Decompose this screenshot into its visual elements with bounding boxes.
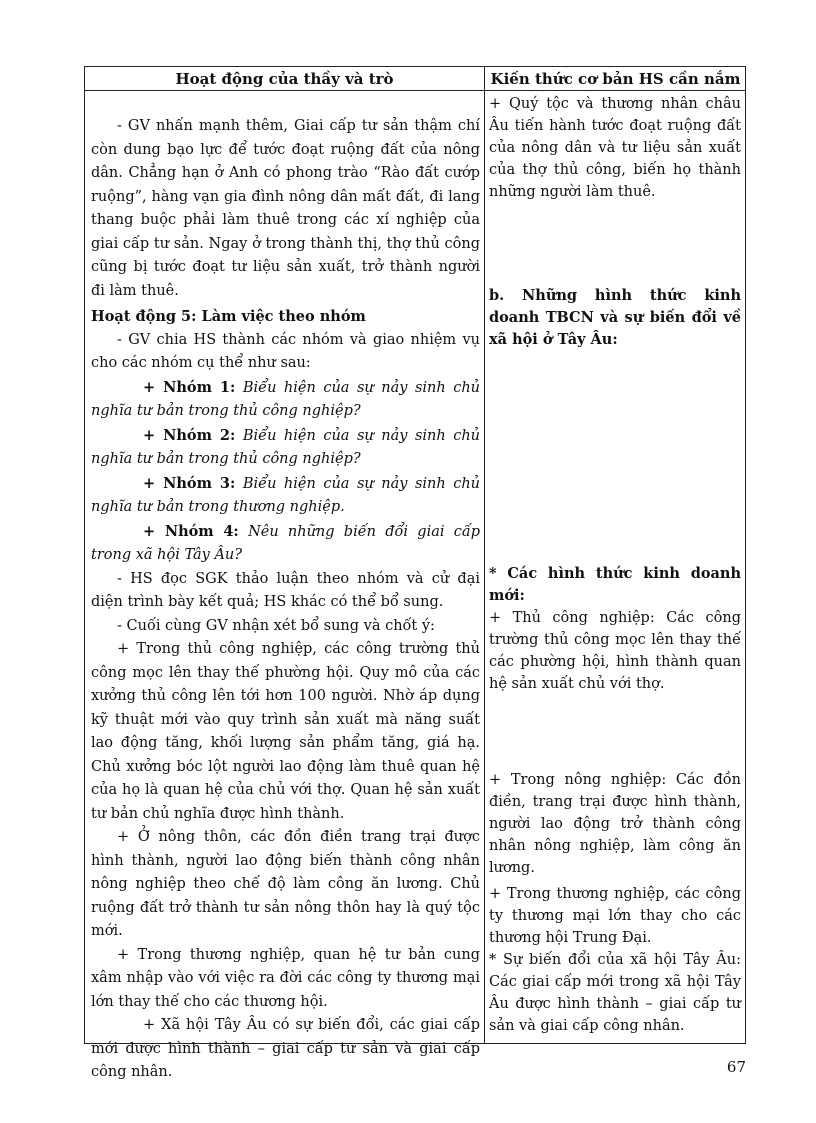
agriculture-text: + Trong nông nghiệp: Các đồn điền, trang trại được hình thành, người lao động trở thành công nhân nông nghiệp, làm công ăn lương. — [489, 772, 741, 876]
paragraph-conclusion: - Cuối cùng GV nhận xét bổ sung và chốt ý: — [117, 617, 435, 634]
activity-5-heading: Hoạt động 5: Làm việc theo nhóm — [91, 308, 366, 325]
section-b-heading: b. Những hình thức kinh doanh TBCN và sự biến đổi về xã hội ở Tây Âu: — [489, 287, 741, 348]
group-3-label: + Nhóm 3: — [143, 474, 236, 492]
paragraph-countryside: + Ở nông thôn, các đồn điền trang trại được hình thành, người lao động biến thành công nhân nông nghiệp theo chế độ làm công ăn lương. Chủ ruộng đất trở thành tư sản nông thôn hay là quý tộc mới. — [91, 829, 480, 939]
page-number: 67 — [726, 1058, 746, 1076]
paragraph-group-assignment: - GV chia HS thành các nhóm và giao nhiệm vụ cho các nhóm cụ thể như sau: — [91, 331, 480, 371]
new-forms-heading: * Các hình thức kinh doanh mới: — [489, 565, 741, 604]
paragraph-commerce: + Trong thương nghiệp, quan hệ tư bản cung xâm nhập vào với việc ra đời các công ty thương mại lớn thay thế cho các thương hội. — [91, 946, 480, 1010]
activities-column — [91, 93, 480, 1085]
paragraph-handicraft: + Trong thủ công nghiệp, các công trường thủ công mọc lên thay thế phường hội. Quy mô của các xưởng thủ công lên tới hơn 100 người. Nhờ áp dụng kỹ thuật mới vào quy trình sản xuất mà năng suất lao động tăng, khối lượng sản phẩm tăng, giá hạ. Chủ xưởng bóc lột người lao động làm thuê quan hệ của họ là quan hệ của chủ với thợ. Quan hệ sản xuất tư bản chủ nghĩa được hình thành. — [91, 641, 480, 822]
group-3-text: Biểu hiện của sự nảy sinh chủ nghĩa tư bản trong thương nghiệp. — [91, 475, 481, 515]
header-knowledge: Kiến thức cơ bản HS cần nắm — [490, 70, 741, 88]
group-3-task — [91, 472, 480, 520]
new-forms-handicraft: + Thủ công nghiệp: Các công trường thủ công mọc lên thay thế các phường hội, hình thành quan hệ sản xuất chủ với thợ. — [489, 610, 741, 692]
table-header — [85, 67, 745, 91]
group-4-task — [91, 520, 480, 568]
group-2-label: + Nhóm 2: — [143, 426, 236, 444]
group-1-text: Biểu hiện của sự nảy sinh chủ nghĩa tư bản trong thủ công nghiệp? — [91, 379, 481, 419]
header-activities: Hoạt động của thầy và trò — [175, 70, 394, 88]
knowledge-agriculture — [489, 769, 741, 879]
knowledge-commerce — [489, 883, 741, 1037]
group-1-label: + Nhóm 1: — [143, 378, 236, 396]
society-change-text: * Sự biến đổi của xã hội Tây Âu: Các giai cấp mới trong xã hội Tây Âu được hình thành – giai cấp tư sản và giai cấp công nhân. — [489, 952, 741, 1034]
commerce-text: + Trong thương nghiệp, các công ty thương mại lớn thay cho các thương hội Trung Đại. — [489, 886, 741, 946]
group-1-task — [91, 376, 480, 424]
knowledge-expropriation — [489, 93, 741, 203]
column-divider — [484, 67, 485, 1043]
group-4-text: Nêu những biến đổi giai cấp trong xã hội Tây Âu? — [91, 523, 481, 563]
knowledge-section-b — [489, 285, 741, 351]
paragraph-emphasis: - GV nhấn mạnh thêm, Giai cấp tư sản thậm chí còn dung bạo lực để tước đoạt ruộng đất của nông dân. Chẳng hạn ở Anh có phong trào “Rào đất cướp ruộng”, hàng vạn gia đình nông dân mất đất, đi lang thang buộc phải làm thuê trong các xí nghiệp của giai cấp tư sản. Ngay ở trong thành thị, thợ thủ công cũng bị tước đoạt tư liệu sản xuất, trở thành người đi làm thuê. — [91, 118, 480, 299]
group-2-task — [91, 424, 480, 472]
group-4-label: + Nhóm 4: — [143, 522, 239, 540]
knowledge-new-forms — [489, 563, 741, 695]
knowledge-text-1: + Quý tộc và thương nhân châu Âu tiến hành tước đoạt ruộng đất của nông dân và tư liệu sản xuất của thợ thủ công, biến họ thành những người làm thuê. — [489, 96, 741, 200]
group-2-text: Biểu hiện của sự nảy sinh chủ nghĩa tư bản trong thủ công nghiệp? — [91, 427, 481, 467]
paragraph-discussion: - HS đọc SGK thảo luận theo nhóm và cử đại diện trình bày kết quả; HS khác có thể bổ sung. — [91, 570, 480, 610]
paragraph-society: + Xã hội Tây Âu có sự biến đổi, các giai cấp mới được hình thành – giai cấp tư sản và giai cấp công nhân. — [91, 1017, 480, 1080]
